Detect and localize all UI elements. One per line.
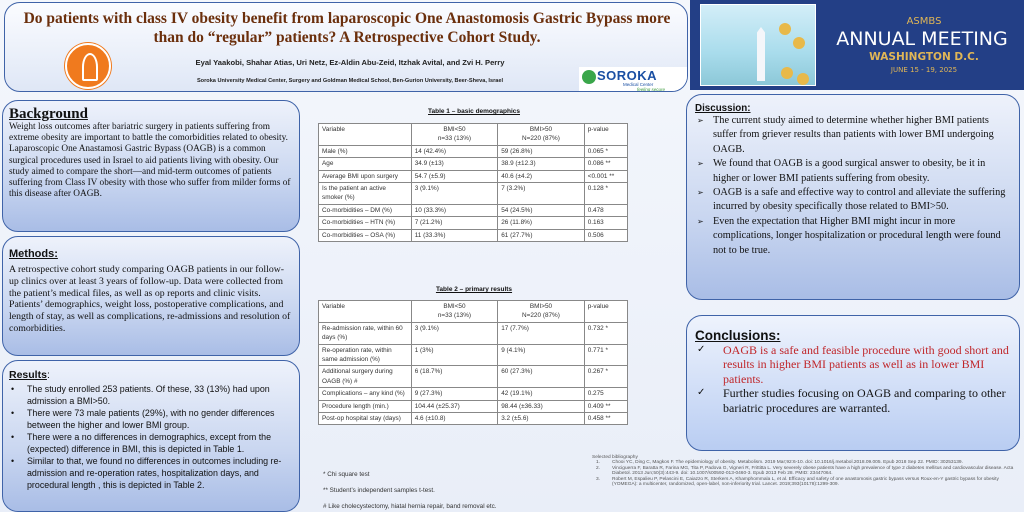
banner-dates: JUNE 15 - 19, 2025 [890,66,958,74]
conclusion-item: ✓ Further studies focusing on OAGB and comparing to other bariatric procedures are warranted. [695,386,1011,415]
reference-item [592,466,1022,477]
soroka-logo-tagline: feeling secure [637,87,666,92]
methods-text: A retrospective cohort study comparing OAGB patients in our follow-up clinics over at least 3 years of follow-up. Data were collected from the patient’s medical files, as well as op reports and clinic visits. Patients’ demographics, weight loss, postoperative complications, and length of stay, as well as complications, re-admissions and resolution of comorbidities. [9,264,291,334]
table-cell: 104.44 (±25.37) [411,400,498,412]
reference-text: Chooi YC, Ding C, Magkos F. The epidemiology of obesity. Metabolism. 2019 Mar;92:6-10. doi: 10.1016/j.metabol.2018.09.005. Epub 2018 Sep 22. PMID: 30253139. [612,460,963,466]
table-cell: Average BMI upon surgery [319,170,412,182]
table-cell: 26 (11.8%) [498,217,585,229]
table-header-row [319,124,628,146]
bibliography [592,455,1022,487]
background-heading: Background [9,106,88,122]
table-cell: 3 (9.1%) [411,183,498,205]
table-cell: 9 (4.1%) [498,344,585,366]
monument-icon [757,27,765,81]
table-cell: 1 (3%) [411,344,498,366]
soroka-logo [579,67,687,92]
table-row [319,322,628,344]
bibliography-heading: Selected bibliography [592,455,638,460]
table-cell: 42 (19.1%) [498,388,585,400]
table-row [319,413,628,425]
table-cell: 98.44 (±36.33) [498,400,585,412]
table-cell: 11 (33.3%) [411,229,498,241]
conclusions-heading: Conclusions: [695,328,781,343]
table-cell: Re-operation rate, within same admission (%) [319,344,412,366]
authors: Eyal Yaakobi, Shahar Atias, Uri Netz, Ez-Aldin Abu-Zeid, Itzhak Avital, and Zvi H. Perry [195,58,505,67]
table-cell: Re-admission rate, within 60 days (%) [319,322,412,344]
table-cell: 0.478 [584,204,627,216]
table-cell: 0.771 * [584,344,627,366]
table-header-row [319,301,628,323]
background-section [2,100,300,232]
table-cell: Post-op hospital stay (days) [319,413,412,425]
column-header: BMI>50 N=220 (87%) [498,124,585,146]
table-cell: 0.163 [584,217,627,229]
discussion-list [695,114,1011,258]
table-cell: 0.506 [584,229,627,241]
conclusions-section [686,315,1020,451]
table-cell: 7 (3.2%) [498,183,585,205]
washington-monument-illustration [700,4,816,86]
discussion-section [686,94,1020,300]
reference-text: Vinciguerra F, Baratta R, Farina MG, Tita P, Padova G, Vigneri R, Frittitta L. Very severely obese patients have a high prevalence of type 2 diabetes mellitus and cardiovascular disease. Acta Diabetol. 2013 Jun;50(3):443-9. doi: 10.1007/s00592-013-0460-3. Epub 2013 Feb 28. PMID: 23447064. [612,465,1014,477]
conference-banner [690,0,1024,90]
reference-number: 2. [596,465,601,471]
title-header [4,2,688,92]
footnote: * Chi square test [323,471,370,478]
table-cell: Co-morbidities – DM (%) [319,204,412,216]
table-cell: <0.001 ** [584,170,627,182]
table-cell: 38.9 (±12.3) [498,158,585,170]
table-cell: 17 (7.7%) [498,322,585,344]
banner-event: ANNUAL MEETING [836,28,1008,50]
table-cell: 4.6 (±10.8) [411,413,498,425]
results-item: • There were 73 male patients (29%), with no gender differences between the higher and lower BMI group. [9,407,293,431]
table-cell: 3 (9.1%) [411,322,498,344]
blossom-icon [793,37,805,49]
table-cell: 59 (26.8%) [498,145,585,157]
table-row [319,344,628,366]
column-header: Variable [319,301,412,323]
table-cell: Additional surgery during OAGB (%) # [319,366,412,388]
blossom-icon [779,23,791,35]
table-row [319,145,628,157]
table-cell: Age [319,158,412,170]
table-cell: 40.6 (±4.2) [498,170,585,182]
table-cell: 14 (42.4%) [411,145,498,157]
table2-caption: Table 2 – primary results [435,286,513,293]
discussion-item: ➢ Even the expectation that Higher BMI might incur in more complications, longer hospitalization or procedural length were found not to be true. [695,215,1011,258]
discussion-item: ➢ OAGB is a safe and effective way to control and alleviate the suffering incurred by obesity specifically those related to BMI>50. [695,186,1011,215]
table1-demographics [318,123,628,242]
results-item: • Similar to that, we found no differences in outcomes including re-admission and re-operation rates, hospitalization days, and procedural length , this is depicted in Table 2. [9,455,293,491]
table-row [319,366,628,388]
table-cell: 0.086 ** [584,158,627,170]
table-cell: Co-morbidities – HTN (%) [319,217,412,229]
background-text: Weight loss outcomes after bariatric surgery in patients suffering from extreme obesity are important to battle the comorbidities related to obesity. Laparoscopic One Anastamosi Gastric Bypass (OAGB) is a common surgical procedures used in Israel to aid patients living with obesity. Our study aimed to compare the short—and mid-term outcomes of patients suffering from Class IV obesity with those who suffer from milder forms of this disease after OAGB. [9,122,291,200]
soroka-logo-name: SOROKA [597,68,658,83]
results-heading: Results [9,369,47,381]
table-cell: 60 (27.3%) [498,366,585,388]
results-item: • The study enrolled 253 patients. Of these, 33 (13%) had upon admission a BMI>50. [9,383,293,407]
university-logo [65,43,111,89]
table-row [319,170,628,182]
table-cell: 0.458 ** [584,413,627,425]
reference-number: 1. [596,460,601,466]
discussion-item: ➢ The current study aimed to determine whether higher BMI patients suffer from griever results than patients with lower BMI undergoing OAGB. [695,114,1011,157]
table-row [319,388,628,400]
banner-city: WASHINGTON D.C. [869,51,979,63]
table1-caption: Table 1 – basic demographics [428,108,520,115]
blossom-icon [797,73,809,85]
column-header: BMI<50 n=33 (13%) [411,124,498,146]
table-row [319,204,628,216]
column-header: p-value [584,301,627,323]
table-cell: Co-morbidities – OSA (%) [319,229,412,241]
column-header: p-value [584,124,627,146]
footnote: # Like cholecystectomy, hiatal hernia repair, band removal etc. [323,503,497,510]
affiliation: Soroka University Medical Center, Surgery and Goldman Medical School, Ben-Gurion University, Beer-Sheva, Israel [196,78,504,84]
table-cell: 0.065 * [584,145,627,157]
soroka-logo-sub: Medical Center [623,82,654,87]
results-item: • There were a no differences in demographics, except from the (expected) difference in BMI, this is depicted in Table 1. [9,431,293,455]
reference-item [592,477,1022,488]
table-row [319,400,628,412]
discussion-heading: Discussion: [695,103,751,114]
results-list [9,383,293,491]
table-cell: 0.409 ** [584,400,627,412]
table-cell: 6 (18.7%) [411,366,498,388]
table-cell: 9 (27.3%) [411,388,498,400]
table-cell: 0.267 * [584,366,627,388]
conclusions-list [695,343,1011,415]
table2-primary-results [318,300,628,425]
table-cell: 0.275 [584,388,627,400]
table-cell: 61 (27.7%) [498,229,585,241]
table-cell: 0.128 * [584,183,627,205]
table-cell: 34.9 (±13) [411,158,498,170]
banner-org: ASMBS [906,16,942,27]
table-row [319,183,628,205]
table-row [319,158,628,170]
table-cell: Complications – any kind (%) [319,388,412,400]
methods-section [2,236,300,356]
table-row [319,229,628,241]
table-cell: 0.732 * [584,322,627,344]
table-cell: Male (%) [319,145,412,157]
conclusion-item: ✓ OAGB is a safe and feasible procedure with good short and results in higher BMI patients as well as in lower BMI patients. [695,343,1011,386]
table-cell: Is the patient an active smoker (%) [319,183,412,205]
column-header: BMI<50 n=33 (13%) [411,301,498,323]
column-header: Variable [319,124,412,146]
column-header: BMI>50 N=220 (87%) [498,301,585,323]
table-cell: 10 (33.3%) [411,204,498,216]
blossom-icon [781,67,793,79]
reference-text: Robert M, Espalieu P, Pelascini E, Caiazzo R, Sterkers A, Khamphommala L, et al. Efficacy and safety of one anastomosis gastric bypass versus Roux-en-Y gastric bypass for obesity (YOMEGA): a multicenter, randomized, open-label, non-inferiority trial. Lancet. 2019;393(10178):1299-309. [612,476,999,488]
methods-heading: Methods: [9,248,58,260]
discussion-item: ➢ We found that OAGB is a good surgical answer to obesity, be it in higher or lower BMI patients suffering from obesity. [695,157,1011,186]
table-row [319,217,628,229]
table-cell: Procedure length (min.) [319,400,412,412]
table-cell: 54 (24.5%) [498,204,585,216]
reference-number: 3. [596,476,601,482]
footnote: ** Student’s independent samples t-test. [323,487,435,494]
table-cell: 3.2 (±5.6) [498,413,585,425]
poster-title: Do patients with class IV obesity benefit from laparoscopic One Anastomosis Gastric Bypass more than do “regular” patients? A Retrospective Cohort Study. [23,10,671,46]
soroka-mark-icon [582,70,596,84]
results-section: Results: • The study enrolled 253 patients. Of these, 33 (13%) had upon admission a BMI>50. • There were 73 male patients (29%), with no gender differences between the higher and lower BMI group. • There were a no differences in demographics, except from the (expected) difference in BMI, this is depicted in Table 1. • Similar to that, we found no differences in outcomes including re-admission and re-operation rates, hospitalization days, and procedural length , this is depicted in Table 2. [2,360,300,512]
table-cell: 54.7 (±5.9) [411,170,498,182]
table-cell: 7 (21.2%) [411,217,498,229]
